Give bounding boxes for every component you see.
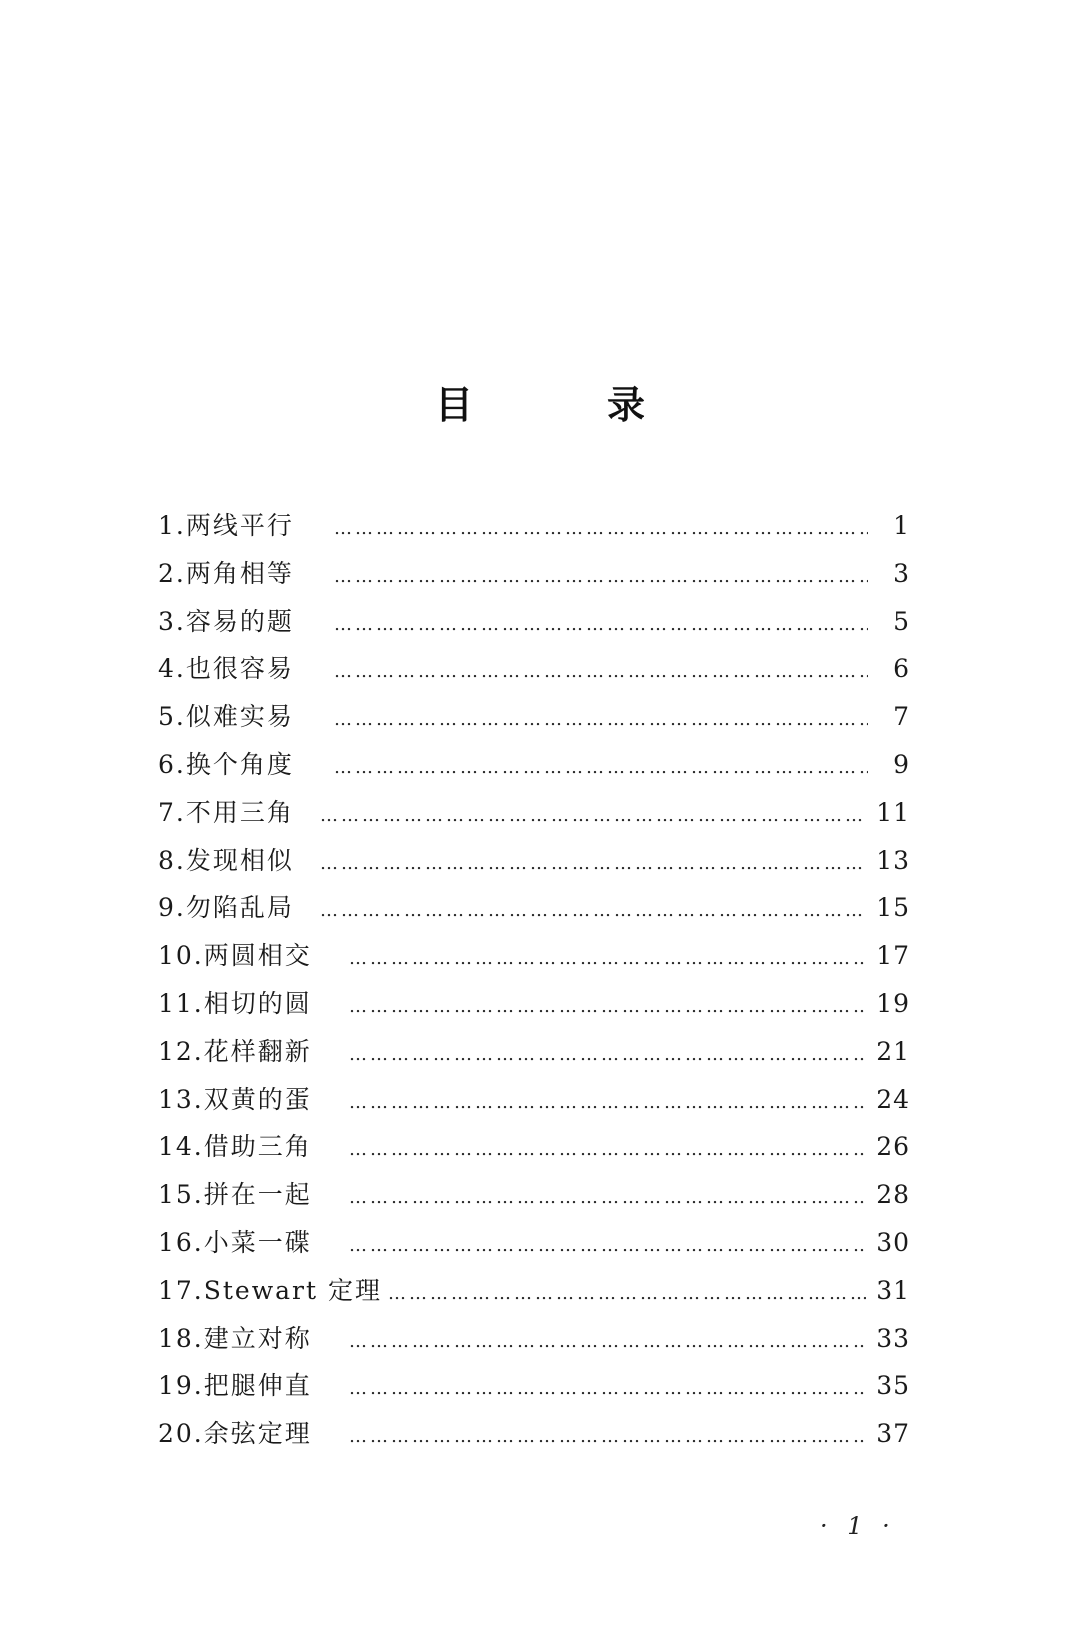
dot-leader	[388, 1270, 866, 1318]
dot-leader	[320, 792, 866, 840]
dot-leader	[349, 1174, 866, 1222]
toc-entry-label: 11.相切的圆	[158, 988, 312, 1018]
toc-entry-label: 8.发现相似	[158, 845, 294, 875]
toc-entry-page: 17	[876, 941, 910, 971]
toc-entry-label: 6.换个角度	[158, 749, 294, 779]
dot-leader	[334, 505, 868, 553]
toc-entry-page: 35	[876, 1371, 910, 1401]
toc-entry	[158, 741, 910, 789]
toc-entry	[158, 1362, 910, 1410]
toc-entry-page: 21	[876, 1036, 910, 1066]
toc-entry-label: 10.两圆相交	[158, 941, 312, 971]
toc-entry-label: 18.建立对称	[158, 1323, 312, 1353]
page-title: 目 录	[434, 383, 693, 427]
toc-entry-page: 5	[893, 606, 910, 636]
toc-entry	[158, 980, 910, 1028]
toc-entry-page: 26	[876, 1132, 910, 1162]
toc-entry-page: 30	[876, 1227, 910, 1257]
toc-entry-label: 19.把腿伸直	[158, 1371, 312, 1401]
toc-entry-label: 5.似难实易	[158, 702, 294, 732]
toc-entry	[158, 645, 910, 693]
toc-entry-page: 24	[876, 1084, 910, 1114]
dot-leader	[349, 983, 866, 1031]
toc-entry-label: 2.两角相等	[158, 558, 294, 588]
toc-entry-page: 31	[876, 1275, 910, 1305]
toc-entry-label: 1.两线平行	[158, 511, 294, 540]
toc-entry	[158, 598, 910, 646]
toc-entry-label: 13.双黄的蛋	[158, 1084, 312, 1114]
toc-entry-page: 11	[876, 797, 910, 827]
toc-entry-page: 1	[893, 511, 910, 540]
toc-entry-page: 33	[876, 1323, 910, 1353]
toc-entry-label: 14.借助三角	[158, 1132, 312, 1162]
dot-leader	[349, 1318, 866, 1366]
toc-entry	[158, 550, 910, 598]
dot-leader	[349, 1079, 866, 1127]
toc-entry	[158, 884, 910, 932]
dot-leader	[349, 1222, 866, 1270]
toc-entry-page: 3	[893, 558, 910, 588]
page-number: · 1 ·	[820, 1512, 896, 1540]
dot-leader	[334, 696, 868, 744]
toc-entry-page: 15	[876, 893, 910, 923]
toc-entry-label: 3.容易的题	[158, 606, 294, 636]
dot-leader	[334, 648, 868, 696]
toc-entry	[158, 1123, 910, 1171]
toc-entry	[158, 1171, 910, 1219]
toc-entry-label: 4.也很容易	[158, 654, 294, 684]
toc-entry-page: 9	[893, 749, 910, 779]
toc-entry-label: 20.余弦定理	[158, 1419, 312, 1449]
dot-leader	[349, 935, 866, 983]
toc-entry	[158, 1410, 910, 1458]
toc-entry-page: 6	[893, 654, 910, 684]
toc-entry	[158, 1267, 910, 1315]
dot-leader	[334, 553, 868, 601]
dot-leader	[334, 744, 868, 792]
dot-leader	[320, 840, 866, 888]
toc-entry	[158, 1028, 910, 1076]
dot-leader	[320, 887, 866, 935]
toc-entry	[158, 932, 910, 980]
toc-entry-label: 15.拼在一起	[158, 1180, 312, 1210]
toc-entry-page: 13	[876, 845, 910, 875]
toc-entry-label: 7.不用三角	[158, 797, 294, 827]
toc-entry	[158, 1076, 910, 1124]
dot-leader	[334, 601, 868, 649]
table-of-contents	[158, 502, 910, 1458]
dot-leader	[349, 1126, 866, 1174]
toc-entry	[158, 1315, 910, 1363]
toc-entry-page: 19	[876, 988, 910, 1018]
toc-entry-label: 17.Stewart 定理	[158, 1275, 382, 1305]
toc-entry-page: 37	[876, 1419, 910, 1449]
toc-entry-label: 16.小菜一碟	[158, 1227, 312, 1257]
dot-leader	[349, 1413, 866, 1461]
toc-entry	[158, 837, 910, 885]
toc-entry-label: 9.勿陷乱局	[158, 893, 294, 923]
toc-entry	[158, 693, 910, 741]
toc-entry-page: 7	[893, 702, 910, 732]
dot-leader	[349, 1365, 866, 1413]
toc-entry	[158, 1219, 910, 1267]
toc-entry-page: 28	[876, 1180, 910, 1210]
toc-entry	[158, 502, 910, 550]
toc-entry	[158, 789, 910, 837]
dot-leader	[349, 1031, 866, 1079]
toc-entry-label: 12.花样翻新	[158, 1036, 312, 1066]
